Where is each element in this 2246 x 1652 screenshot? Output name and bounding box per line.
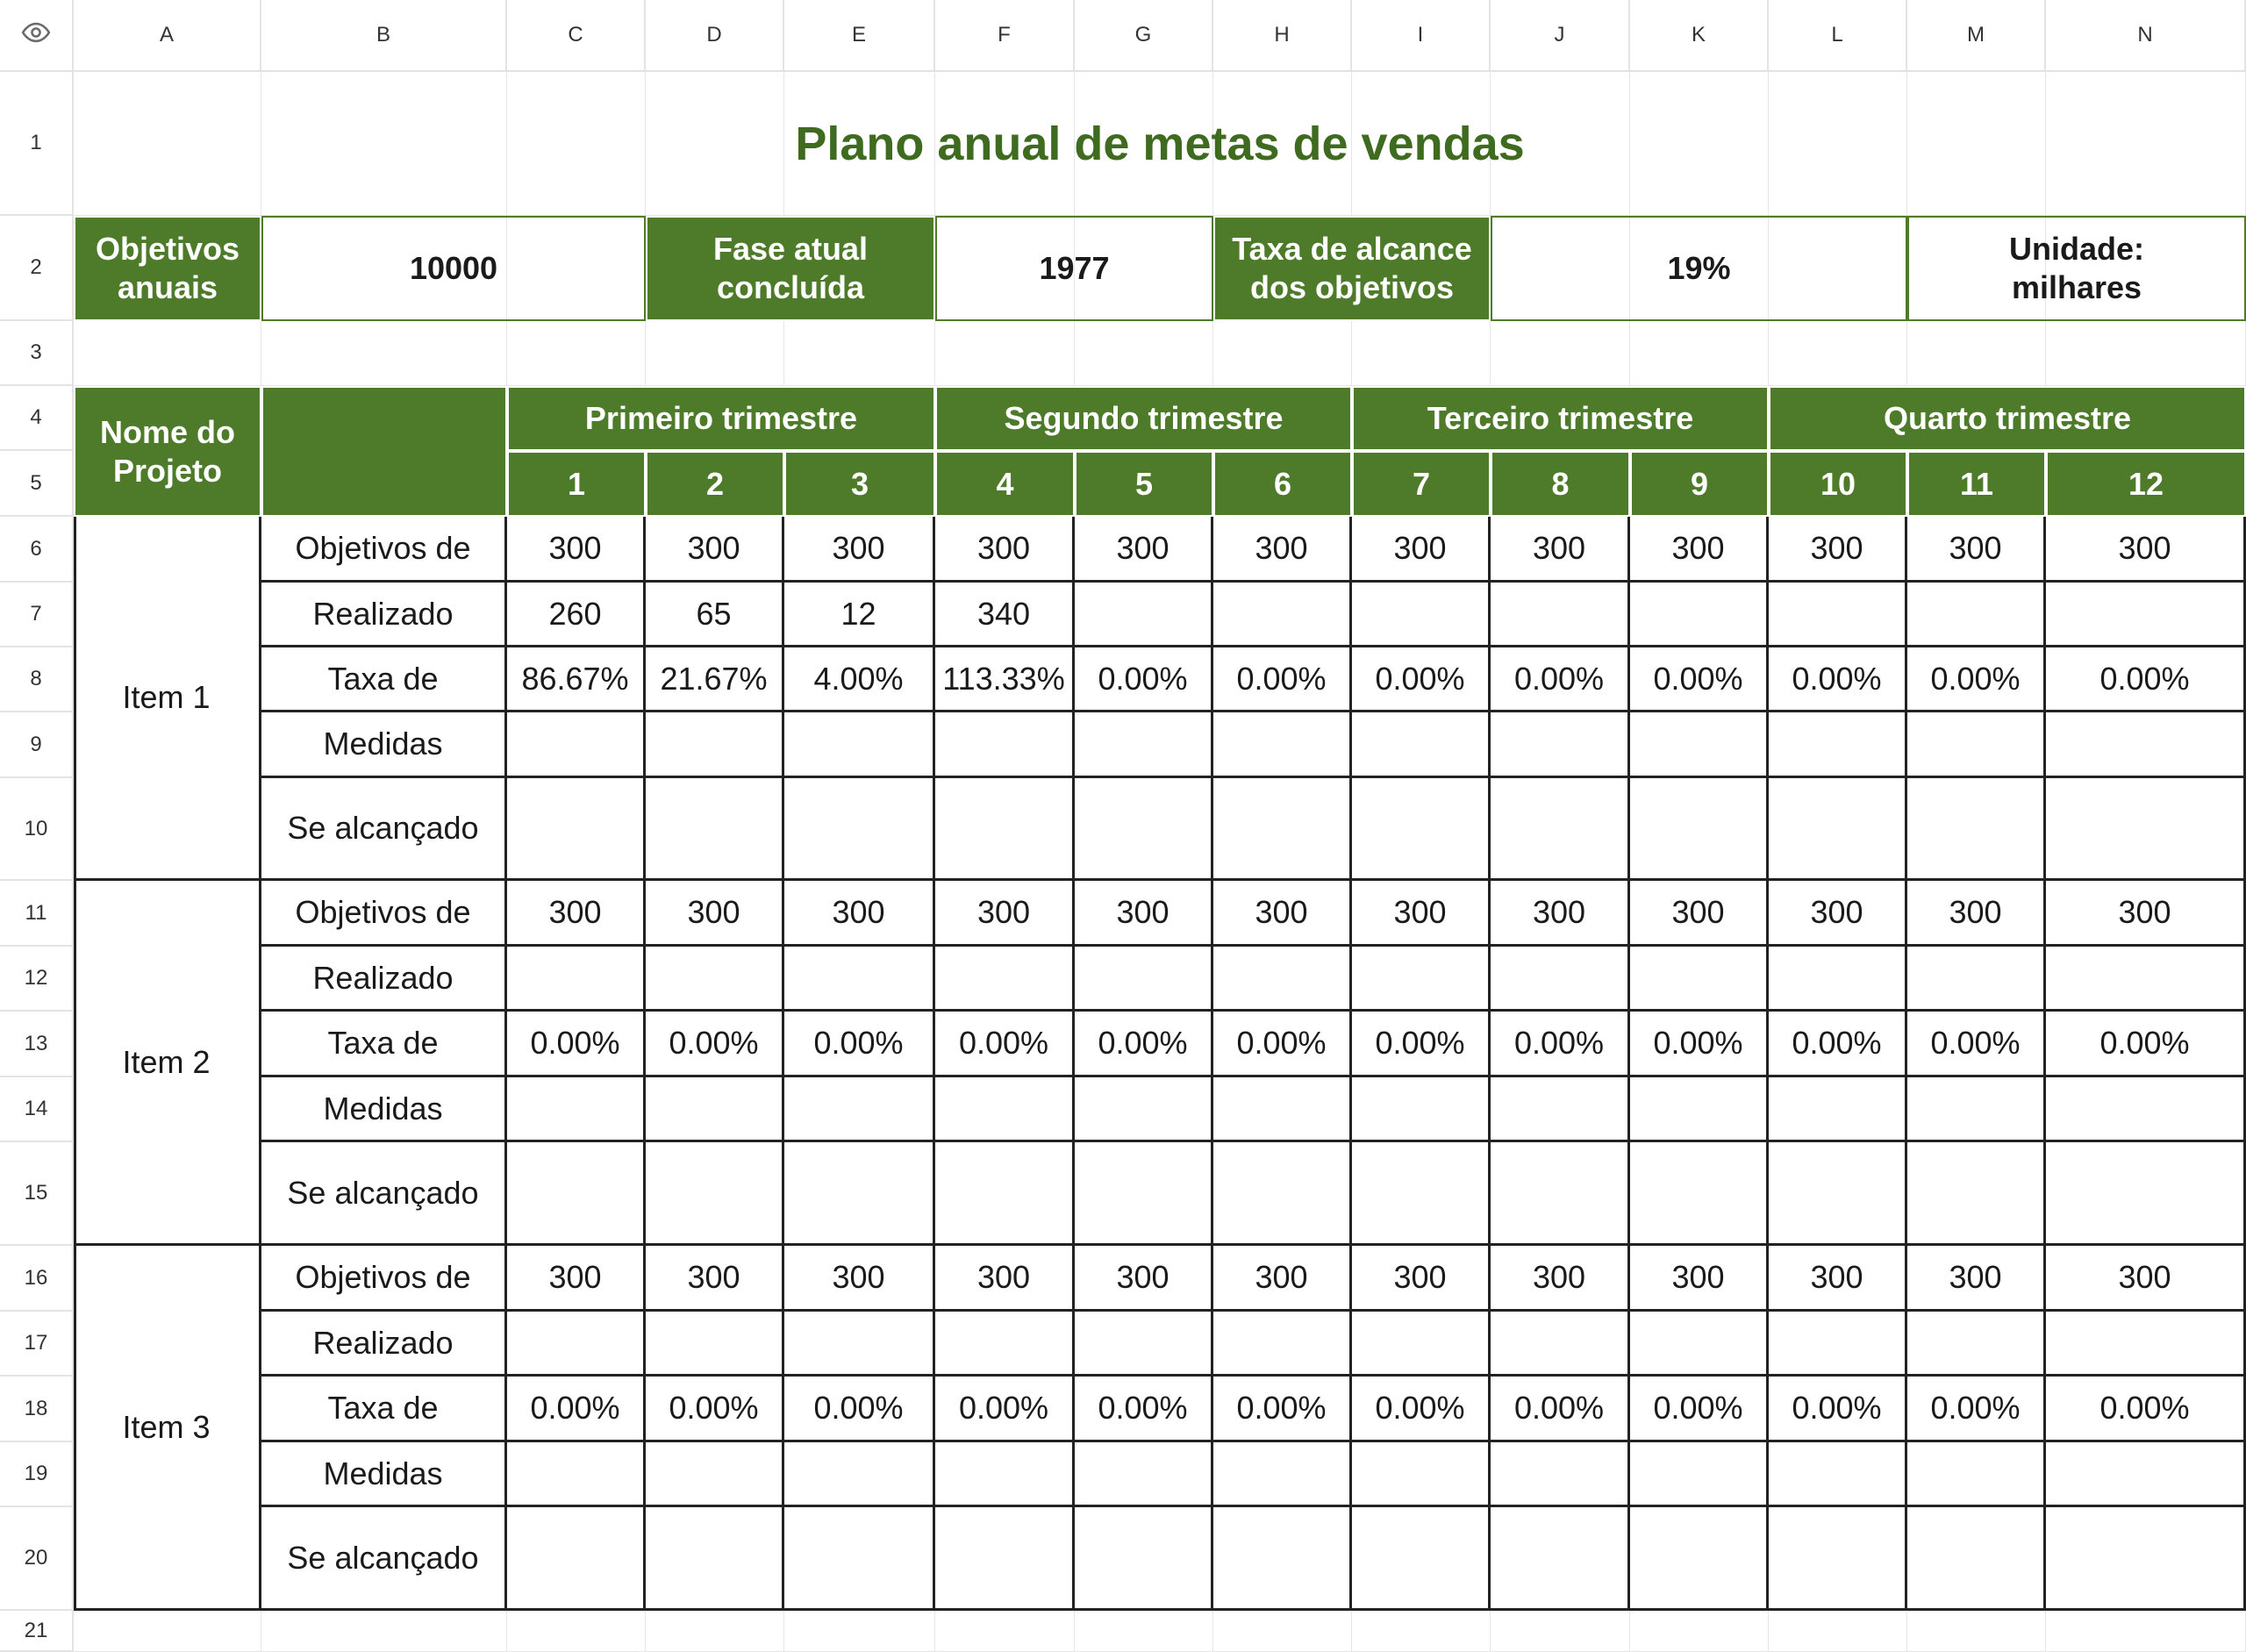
actual-cell[interactable] [1213, 1312, 1352, 1377]
row-header-10[interactable]: 10 [0, 778, 74, 881]
actual-cell[interactable]: 340 [935, 583, 1075, 647]
measures-cell[interactable] [1491, 712, 1630, 778]
goal-cell[interactable]: 300 [2046, 517, 2246, 583]
if-achieved-cell[interactable] [1630, 1142, 1769, 1246]
measures-cell[interactable] [1491, 1077, 1630, 1142]
item-name[interactable]: Item 3 [74, 1246, 261, 1611]
actual-cell[interactable] [1352, 1312, 1491, 1377]
rate-cell[interactable]: 21.67% [646, 647, 784, 712]
column-header-m[interactable]: M [1907, 0, 2046, 72]
if-achieved-cell[interactable] [2046, 1142, 2246, 1246]
rate-cell[interactable]: 0.00% [1213, 1012, 1352, 1077]
month-header[interactable]: 11 [1907, 451, 2046, 517]
grid-cell[interactable] [935, 1611, 1075, 1652]
grid-cell[interactable] [784, 1611, 935, 1652]
rate-cell[interactable]: 0.00% [1630, 1377, 1769, 1442]
goal-cell[interactable]: 300 [1213, 881, 1352, 947]
goal-cell[interactable]: 300 [646, 517, 784, 583]
phase-value[interactable]: 1977 [935, 216, 1213, 321]
goal-cell[interactable]: 300 [1630, 517, 1769, 583]
goal-cell[interactable]: 300 [935, 1246, 1075, 1312]
actual-cell[interactable] [1630, 583, 1769, 647]
actual-cell[interactable] [1352, 583, 1491, 647]
grid-cell[interactable] [1907, 321, 2046, 386]
actual-cell[interactable] [1769, 583, 1907, 647]
grid-cell[interactable] [1075, 321, 1213, 386]
metric-label[interactable]: Medidas [261, 1442, 507, 1507]
actual-cell[interactable] [507, 947, 646, 1012]
phase-label[interactable]: Fase atual concluída [646, 216, 935, 321]
row-header-8[interactable]: 8 [0, 647, 74, 712]
metric-header[interactable] [261, 386, 507, 517]
measures-cell[interactable] [1075, 1077, 1213, 1142]
measures-cell[interactable] [507, 712, 646, 778]
row-header-17[interactable]: 17 [0, 1312, 74, 1377]
measures-cell[interactable] [1352, 712, 1491, 778]
measures-cell[interactable] [646, 1077, 784, 1142]
grid-cell[interactable] [1075, 1611, 1213, 1652]
rate-cell[interactable]: 0.00% [784, 1377, 935, 1442]
column-header-g[interactable]: G [1075, 0, 1213, 72]
measures-cell[interactable] [1075, 1442, 1213, 1507]
annual-goal-label[interactable]: Objetivos anuais [74, 216, 261, 321]
grid-cell[interactable] [1769, 1611, 1907, 1652]
month-header[interactable]: 10 [1769, 451, 1907, 517]
row-header-9[interactable]: 9 [0, 712, 74, 778]
goal-cell[interactable]: 300 [1907, 881, 2046, 947]
month-header[interactable]: 3 [784, 451, 935, 517]
metric-label[interactable]: Objetivos de [261, 881, 507, 947]
goal-cell[interactable]: 300 [1075, 881, 1213, 947]
month-header[interactable]: 6 [1213, 451, 1352, 517]
project-name-header[interactable]: Nome do Projeto [74, 386, 261, 517]
actual-cell[interactable] [2046, 583, 2246, 647]
rate-cell[interactable]: 0.00% [507, 1377, 646, 1442]
measures-cell[interactable] [1907, 712, 2046, 778]
column-header-k[interactable]: K [1630, 0, 1769, 72]
grid-cell[interactable] [507, 1611, 646, 1652]
metric-label[interactable]: Realizado [261, 583, 507, 647]
goal-cell[interactable]: 300 [1075, 517, 1213, 583]
rate-cell[interactable]: 0.00% [1352, 1012, 1491, 1077]
goal-cell[interactable]: 300 [1769, 881, 1907, 947]
goal-cell[interactable]: 300 [1630, 881, 1769, 947]
metric-label[interactable]: Taxa de [261, 647, 507, 712]
rate-cell[interactable]: 0.00% [1213, 647, 1352, 712]
goal-cell[interactable]: 300 [646, 1246, 784, 1312]
column-header-c[interactable]: C [507, 0, 646, 72]
row-header-7[interactable]: 7 [0, 583, 74, 647]
row-header-20[interactable]: 20 [0, 1507, 74, 1611]
row-header-19[interactable]: 19 [0, 1442, 74, 1507]
grid-cell[interactable] [1352, 1611, 1491, 1652]
if-achieved-cell[interactable] [935, 1507, 1075, 1611]
grid-cell[interactable] [1907, 1611, 2046, 1652]
actual-cell[interactable]: 12 [784, 583, 935, 647]
goal-cell[interactable]: 300 [1491, 1246, 1630, 1312]
row-header-4[interactable]: 4 [0, 386, 74, 451]
measures-cell[interactable] [507, 1442, 646, 1507]
column-header-j[interactable]: J [1491, 0, 1630, 72]
quarter-header[interactable]: Primeiro trimestre [507, 386, 935, 451]
if-achieved-cell[interactable] [1213, 778, 1352, 881]
rate-cell[interactable]: 0.00% [1769, 1012, 1907, 1077]
actual-cell[interactable] [2046, 947, 2246, 1012]
table-left-border [74, 517, 76, 1611]
actual-cell[interactable] [2046, 1312, 2246, 1377]
measures-cell[interactable] [1907, 1077, 2046, 1142]
metric-label[interactable]: Medidas [261, 712, 507, 778]
actual-cell[interactable] [1213, 583, 1352, 647]
measures-cell[interactable] [1630, 1442, 1769, 1507]
measures-cell[interactable] [1352, 1077, 1491, 1142]
goal-cell[interactable]: 300 [1075, 1246, 1213, 1312]
column-header-e[interactable]: E [784, 0, 935, 72]
row-header-21[interactable]: 21 [0, 1611, 74, 1652]
grid-cell[interactable] [1630, 1611, 1769, 1652]
rate-cell[interactable]: 0.00% [1075, 1377, 1213, 1442]
metric-label[interactable]: Se alcançado [261, 1507, 507, 1611]
if-achieved-cell[interactable] [507, 1507, 646, 1611]
rate-cell[interactable]: 0.00% [1907, 1377, 2046, 1442]
goal-cell[interactable]: 300 [935, 881, 1075, 947]
goal-cell[interactable]: 300 [507, 881, 646, 947]
actual-cell[interactable]: 260 [507, 583, 646, 647]
actual-cell[interactable] [1491, 583, 1630, 647]
goal-cell[interactable]: 300 [1213, 1246, 1352, 1312]
grid-cell[interactable] [1213, 321, 1352, 386]
actual-cell[interactable] [1769, 1312, 1907, 1377]
if-achieved-cell[interactable] [1630, 778, 1769, 881]
if-achieved-cell[interactable] [646, 1507, 784, 1611]
rate-cell[interactable]: 0.00% [1075, 1012, 1213, 1077]
row-header-11[interactable]: 11 [0, 881, 74, 947]
rate-cell[interactable]: 0.00% [1491, 1012, 1630, 1077]
measures-cell[interactable] [935, 1442, 1075, 1507]
grid-cell[interactable] [1491, 321, 1630, 386]
actual-cell[interactable] [646, 1312, 784, 1377]
row-header-2[interactable]: 2 [0, 216, 74, 321]
item-name[interactable]: Item 2 [74, 881, 261, 1246]
rate-cell[interactable]: 0.00% [935, 1377, 1075, 1442]
rate-cell[interactable]: 0.00% [1630, 647, 1769, 712]
if-achieved-cell[interactable] [1352, 1507, 1491, 1611]
grid-cell[interactable] [2046, 1611, 2246, 1652]
metric-label[interactable]: Taxa de [261, 1012, 507, 1077]
rate-value[interactable]: 19% [1491, 216, 1907, 321]
actual-cell[interactable] [1075, 583, 1213, 647]
rate-label[interactable]: Taxa de alcance dos objetivos [1213, 216, 1491, 321]
goal-cell[interactable]: 300 [646, 881, 784, 947]
goal-cell[interactable]: 300 [1213, 517, 1352, 583]
if-achieved-cell[interactable] [1491, 778, 1630, 881]
measures-cell[interactable] [1352, 1442, 1491, 1507]
row-header-15[interactable]: 15 [0, 1142, 74, 1246]
goal-cell[interactable]: 300 [1491, 517, 1630, 583]
actual-cell[interactable]: 65 [646, 583, 784, 647]
grid-cell[interactable] [74, 321, 261, 386]
column-header-h[interactable]: H [1213, 0, 1352, 72]
rate-cell[interactable]: 0.00% [1352, 1377, 1491, 1442]
rate-cell[interactable]: 0.00% [507, 1012, 646, 1077]
if-achieved-cell[interactable] [1352, 1142, 1491, 1246]
goal-cell[interactable]: 300 [1352, 1246, 1491, 1312]
rate-cell[interactable]: 86.67% [507, 647, 646, 712]
measures-cell[interactable] [646, 1442, 784, 1507]
measures-cell[interactable] [2046, 1077, 2246, 1142]
if-achieved-cell[interactable] [1907, 1507, 2046, 1611]
grid-cell[interactable] [646, 321, 784, 386]
rate-cell[interactable]: 0.00% [2046, 647, 2246, 712]
rate-cell[interactable]: 0.00% [1491, 1377, 1630, 1442]
month-header[interactable]: 9 [1630, 451, 1769, 517]
if-achieved-cell[interactable] [784, 1507, 935, 1611]
measures-cell[interactable] [784, 1077, 935, 1142]
rate-cell[interactable]: 0.00% [1213, 1377, 1352, 1442]
if-achieved-cell[interactable] [935, 778, 1075, 881]
rate-cell[interactable]: 0.00% [646, 1012, 784, 1077]
if-achieved-cell[interactable] [1907, 778, 2046, 881]
column-header-f[interactable]: F [935, 0, 1075, 72]
if-achieved-cell[interactable] [1213, 1142, 1352, 1246]
goal-cell[interactable]: 300 [1769, 517, 1907, 583]
actual-cell[interactable] [784, 947, 935, 1012]
measures-cell[interactable] [1491, 1442, 1630, 1507]
actual-cell[interactable] [1769, 947, 1907, 1012]
annual-goal-value[interactable]: 10000 [261, 216, 646, 321]
metric-label[interactable]: Realizado [261, 947, 507, 1012]
measures-cell[interactable] [507, 1077, 646, 1142]
if-achieved-cell[interactable] [1630, 1507, 1769, 1611]
metric-label[interactable]: Medidas [261, 1077, 507, 1142]
measures-cell[interactable] [646, 712, 784, 778]
grid-cell[interactable] [74, 1611, 261, 1652]
grid-cell[interactable] [784, 321, 935, 386]
if-achieved-cell[interactable] [1075, 1507, 1213, 1611]
measures-cell[interactable] [1213, 712, 1352, 778]
if-achieved-cell[interactable] [2046, 1507, 2246, 1611]
row-header-14[interactable]: 14 [0, 1077, 74, 1142]
measures-cell[interactable] [1769, 712, 1907, 778]
if-achieved-cell[interactable] [1352, 778, 1491, 881]
sheet-title[interactable]: Plano anual de metas de vendas [795, 118, 1525, 170]
goal-cell[interactable]: 300 [784, 1246, 935, 1312]
month-header[interactable]: 5 [1075, 451, 1213, 517]
if-achieved-cell[interactable] [935, 1142, 1075, 1246]
actual-cell[interactable] [1907, 1312, 2046, 1377]
row-header-12[interactable]: 12 [0, 947, 74, 1012]
quarter-header[interactable]: Segundo trimestre [935, 386, 1352, 451]
actual-cell[interactable] [1491, 947, 1630, 1012]
column-header-i[interactable]: I [1352, 0, 1491, 72]
actual-cell[interactable] [784, 1312, 935, 1377]
measures-cell[interactable] [1075, 712, 1213, 778]
measures-cell[interactable] [1769, 1442, 1907, 1507]
rate-cell[interactable]: 0.00% [935, 1012, 1075, 1077]
if-achieved-cell[interactable] [646, 778, 784, 881]
column-header-a[interactable]: A [74, 0, 261, 72]
if-achieved-cell[interactable] [1491, 1507, 1630, 1611]
grid-cell[interactable] [1491, 1611, 1630, 1652]
actual-cell[interactable] [646, 947, 784, 1012]
metric-label[interactable]: Realizado [261, 1312, 507, 1377]
grid-cell[interactable] [646, 1611, 784, 1652]
actual-cell[interactable] [1630, 947, 1769, 1012]
grid-cell[interactable] [1769, 321, 1907, 386]
column-header-l[interactable]: L [1769, 0, 1907, 72]
if-achieved-cell[interactable] [1769, 1142, 1907, 1246]
if-achieved-cell[interactable] [784, 778, 935, 881]
measures-cell[interactable] [1630, 1077, 1769, 1142]
column-header-b[interactable]: B [261, 0, 507, 72]
grid-cell[interactable] [261, 1611, 507, 1652]
column-header-d[interactable]: D [646, 0, 784, 72]
actual-cell[interactable] [935, 1312, 1075, 1377]
grid-cell[interactable] [1352, 321, 1491, 386]
if-achieved-cell[interactable] [1213, 1507, 1352, 1611]
goal-cell[interactable]: 300 [935, 517, 1075, 583]
actual-cell[interactable] [1907, 583, 2046, 647]
actual-cell[interactable] [1352, 947, 1491, 1012]
metric-label[interactable]: Objetivos de [261, 1246, 507, 1312]
month-header[interactable]: 4 [935, 451, 1075, 517]
measures-cell[interactable] [1213, 1077, 1352, 1142]
grid-cell[interactable] [261, 321, 507, 386]
actual-cell[interactable] [1491, 1312, 1630, 1377]
if-achieved-cell[interactable] [507, 778, 646, 881]
eye-icon[interactable] [21, 18, 51, 54]
actual-cell[interactable] [935, 947, 1075, 1012]
if-achieved-cell[interactable] [1075, 1142, 1213, 1246]
row-header-16[interactable]: 16 [0, 1246, 74, 1312]
goal-cell[interactable]: 300 [1769, 1246, 1907, 1312]
rate-cell[interactable]: 0.00% [2046, 1012, 2246, 1077]
goal-cell[interactable]: 300 [784, 881, 935, 947]
grid-cell[interactable] [1630, 321, 1769, 386]
metric-label[interactable]: Se alcançado [261, 778, 507, 881]
month-header[interactable]: 7 [1352, 451, 1491, 517]
measures-cell[interactable] [784, 712, 935, 778]
rate-cell[interactable]: 0.00% [2046, 1377, 2246, 1442]
goal-cell[interactable]: 300 [2046, 881, 2246, 947]
actual-cell[interactable] [1075, 947, 1213, 1012]
goal-cell[interactable]: 300 [507, 1246, 646, 1312]
rate-cell[interactable]: 0.00% [646, 1377, 784, 1442]
if-achieved-cell[interactable] [1491, 1142, 1630, 1246]
rate-cell[interactable]: 0.00% [1630, 1012, 1769, 1077]
grid-cell[interactable] [2046, 321, 2246, 386]
rate-cell[interactable]: 0.00% [784, 1012, 935, 1077]
measures-cell[interactable] [1630, 712, 1769, 778]
goal-cell[interactable]: 300 [1491, 881, 1630, 947]
rate-cell[interactable]: 0.00% [1352, 647, 1491, 712]
grid-cell[interactable] [935, 321, 1075, 386]
actual-cell[interactable] [1907, 947, 2046, 1012]
row-header-13[interactable]: 13 [0, 1012, 74, 1077]
goal-cell[interactable]: 300 [507, 517, 646, 583]
metric-label[interactable]: Objetivos de [261, 517, 507, 583]
rate-cell[interactable]: 0.00% [1769, 647, 1907, 712]
goal-cell[interactable]: 300 [1630, 1246, 1769, 1312]
actual-cell[interactable] [1213, 947, 1352, 1012]
if-achieved-cell[interactable] [507, 1142, 646, 1246]
rate-cell[interactable]: 0.00% [1075, 647, 1213, 712]
if-achieved-cell[interactable] [2046, 778, 2246, 881]
actual-cell[interactable] [1630, 1312, 1769, 1377]
if-achieved-cell[interactable] [646, 1142, 784, 1246]
goal-cell[interactable]: 300 [1907, 1246, 2046, 1312]
metric-label[interactable]: Se alcançado [261, 1142, 507, 1246]
measures-cell[interactable] [2046, 712, 2246, 778]
if-achieved-cell[interactable] [784, 1142, 935, 1246]
if-achieved-cell[interactable] [1075, 778, 1213, 881]
grid-cell[interactable] [507, 321, 646, 386]
measures-cell[interactable] [1769, 1077, 1907, 1142]
actual-cell[interactable] [1075, 1312, 1213, 1377]
goal-cell[interactable]: 300 [1907, 517, 2046, 583]
item-name[interactable]: Item 1 [74, 517, 261, 881]
goal-cell[interactable]: 300 [1352, 517, 1491, 583]
measures-cell[interactable] [935, 712, 1075, 778]
row-header-18[interactable]: 18 [0, 1377, 74, 1442]
row-header-1[interactable]: 1 [0, 72, 74, 216]
quarter-header[interactable]: Quarto trimestre [1769, 386, 2246, 451]
rate-cell[interactable]: 0.00% [1769, 1377, 1907, 1442]
measures-cell[interactable] [784, 1442, 935, 1507]
metric-label[interactable]: Taxa de [261, 1377, 507, 1442]
row-header-5[interactable]: 5 [0, 451, 74, 517]
month-header[interactable]: 2 [646, 451, 784, 517]
rate-cell[interactable]: 0.00% [1907, 647, 2046, 712]
column-header-n[interactable]: N [2046, 0, 2246, 72]
measures-cell[interactable] [2046, 1442, 2246, 1507]
grid-cell[interactable] [1213, 1611, 1352, 1652]
rate-cell[interactable]: 0.00% [1491, 647, 1630, 712]
rate-cell[interactable]: 4.00% [784, 647, 935, 712]
rate-cell[interactable]: 0.00% [1907, 1012, 2046, 1077]
row-header-3[interactable]: 3 [0, 321, 74, 386]
measures-cell[interactable] [935, 1077, 1075, 1142]
if-achieved-cell[interactable] [1769, 778, 1907, 881]
measures-cell[interactable] [1907, 1442, 2046, 1507]
select-all-corner[interactable] [0, 0, 74, 72]
row-header-6[interactable]: 6 [0, 517, 74, 583]
goal-cell[interactable]: 300 [1352, 881, 1491, 947]
quarter-header[interactable]: Terceiro trimestre [1352, 386, 1769, 451]
month-header[interactable]: 8 [1491, 451, 1630, 517]
unit-label[interactable]: Unidade: milhares [1907, 216, 2246, 321]
month-header[interactable]: 12 [2046, 451, 2246, 517]
rate-cell[interactable]: 113.33% [935, 647, 1075, 712]
goal-cell[interactable]: 300 [2046, 1246, 2246, 1312]
actual-cell[interactable] [507, 1312, 646, 1377]
if-achieved-cell[interactable] [1769, 1507, 1907, 1611]
goal-cell[interactable]: 300 [784, 517, 935, 583]
if-achieved-cell[interactable] [1907, 1142, 2046, 1246]
month-header[interactable]: 1 [507, 451, 646, 517]
measures-cell[interactable] [1213, 1442, 1352, 1507]
